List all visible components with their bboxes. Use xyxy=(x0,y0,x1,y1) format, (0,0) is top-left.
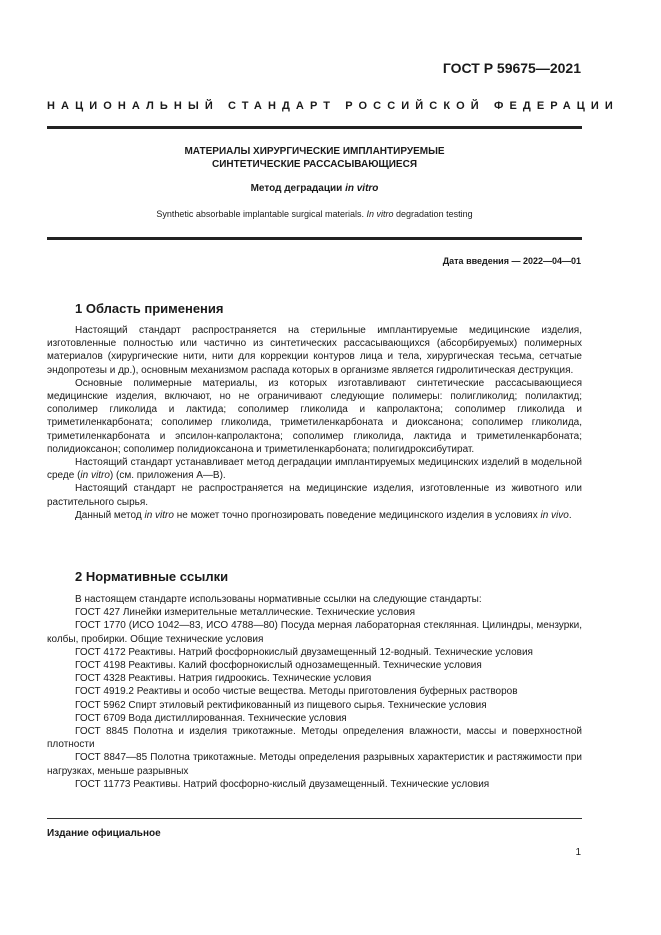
text-run: ) (см. приложения А—В). xyxy=(109,470,226,482)
section-2-heading: 2 Нормативные ссылки xyxy=(75,569,229,584)
en-title-italic: In vitro xyxy=(366,209,394,219)
text-run: Настоящий стандарт устанавливает метод деградации имплантируемых медицинских изделий в модельной среде ( xyxy=(47,457,582,482)
reference-item: ГОСТ 5962 Спирт этиловый ректификованный из пищевого сырья. Технические условия xyxy=(75,699,487,711)
section-1-heading: 1 Область применения xyxy=(75,301,224,316)
reference-item: ГОСТ 4198 Реактивы. Калий фосфорнокислый однозамещенный. Технические условия xyxy=(75,660,482,672)
top-rule xyxy=(47,126,582,129)
reference-item: ГОСТ 4172 Реактивы. Натрий фосфорнокислый двузамещенный 12-водный. Технические условия xyxy=(75,646,533,658)
national-standard-banner: НАЦИОНАЛЬНЫЙ СТАНДАРТ РОССИЙСКОЙ ФЕДЕРАЦИИ xyxy=(47,100,619,112)
subtitle-italic: in vitro xyxy=(345,183,379,194)
mid-rule xyxy=(47,237,582,240)
text-run: Данный метод xyxy=(75,509,145,521)
subtitle-prefix: Метод деградации xyxy=(250,183,346,194)
introduction-date: Дата введения — 2022—04—01 xyxy=(442,256,581,266)
document-title xyxy=(47,145,582,171)
section-2-body xyxy=(47,593,582,791)
text-run-italic: in vivo xyxy=(540,509,569,521)
official-edition-label: Издание официальное xyxy=(47,828,161,839)
section-1-paragraph xyxy=(47,509,582,522)
page-number: 1 xyxy=(575,847,581,858)
text-run-italic: in vitro xyxy=(80,470,110,482)
section-1-paragraph: Основные полимерные материалы, из которых изготавливают синтетические рассасывающиеся медицинские изделия, включают, но не ограничивают следующие полимеры: полигликолид; полилактид; сополимер гликолида и лактида; сополимер гликолида и капролактона; сополимер гликолида и триметиленкарбоната; сополимер гликолида, триметиленкарбоната и диоксанона; сополимер гликолида, триметиленкарбоната и эпсилон-капролактона; сополимер гликолида, лактида и триметиленкарбоната; полидиоксанон; сополимер полидиоксанона и триметиленкарбоната; полигидроксибутират. xyxy=(47,377,582,455)
reference-item: ГОСТ 427 Линейки измерительные металлические. Технические условия xyxy=(75,607,415,619)
reference-item: ГОСТ 1770 (ИСО 1042—83, ИСО 4788—80) Посуда мерная лабораторная стеклянная. Цилиндры, мензурки, колбы, пробирки. Общие технические условия xyxy=(47,620,582,645)
text-run: не может точно прогнозировать поведение медицинского изделия в условиях xyxy=(173,509,541,521)
reference-item: ГОСТ 4919.2 Реактивы и особо чистые вещества. Методы приготовления буферных растворов xyxy=(75,686,518,698)
title-line-1: МАТЕРИАЛЫ ХИРУРГИЧЕСКИЕ ИМПЛАНТИРУЕМЫЕ xyxy=(184,146,445,157)
section-1-paragraph: Настоящий стандарт не распространяется на медицинские изделия, изготовленные из животного или растительного сырья. xyxy=(47,483,582,508)
section-1-body xyxy=(47,324,582,522)
section-1-paragraph: Настоящий стандарт распространяется на стерильные имплантируемые медицинские изделия, изготовленные полностью или частично из синтетических рассасывающихся (абсорбируемых) полимерных материалов (хирургические нити, нити для коррекции контуров лица и тела, хирургическая тесьма, сетчатые эндопротезы и др.), основным механизмом распада которых в организме является гидролитическая деструкция. xyxy=(47,325,582,376)
footer-rule xyxy=(47,818,582,819)
reference-item: ГОСТ 4328 Реактивы. Натрия гидроокись. Технические условия xyxy=(75,673,372,685)
text-run: . xyxy=(568,509,572,521)
title-line-2: СИНТЕТИЧЕСКИЕ РАССАСЫВАЮЩИЕСЯ xyxy=(211,159,418,170)
text-run-italic: in vitro xyxy=(144,509,174,521)
reference-item: ГОСТ 6709 Вода дистиллированная. Технические условия xyxy=(75,712,347,724)
reference-item: ГОСТ 8847—85 Полотна трикотажные. Методы определения разрывных характеристик и растяжимости при нагрузках, меньше разрывных xyxy=(47,752,582,777)
reference-item: ГОСТ 8845 Полотна и изделия трикотажные. Методы определения влажности, массы и поверхностной плотности xyxy=(47,726,582,751)
en-title-suffix: degradation testing xyxy=(393,209,473,219)
section-1-paragraph xyxy=(47,456,582,482)
section-2-intro: В настоящем стандарте использованы нормативные ссылки на следующие стандарты: xyxy=(75,594,482,605)
english-title xyxy=(47,209,582,219)
document-subtitle xyxy=(47,183,582,194)
gost-code: ГОСТ Р 59675—2021 xyxy=(442,60,581,76)
en-title-prefix: Synthetic absorbable implantable surgical materials. xyxy=(156,209,367,219)
reference-item: ГОСТ 11773 Реактивы. Натрий фосфорно-кислый двузамещенный. Технические условия xyxy=(75,778,490,790)
